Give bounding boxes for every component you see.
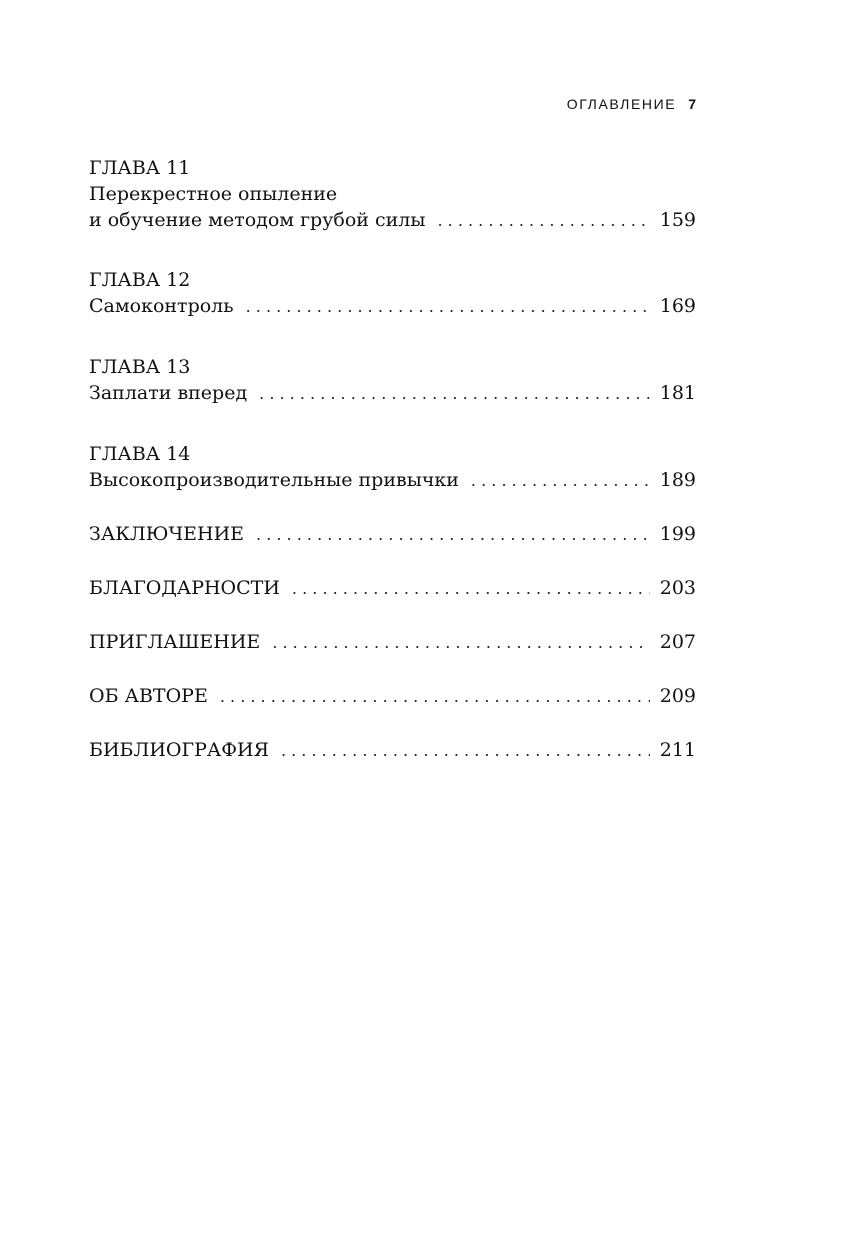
toc-entry-chapter-12[interactable]	[89, 267, 696, 319]
chapter-label: ГЛАВА 13	[89, 356, 191, 378]
chapter-label: ГЛАВА 12	[89, 269, 191, 291]
toc-page-number: 209	[659, 685, 696, 707]
toc-page-number: 181	[659, 382, 696, 404]
chapter-title: Заплати вперед	[89, 382, 248, 404]
toc-page-number: 203	[659, 577, 696, 599]
toc-entry-chapter-11[interactable]	[89, 155, 696, 233]
toc-page-number: 169	[659, 295, 696, 317]
dot-leader	[220, 684, 650, 710]
toc-row	[89, 575, 696, 601]
chapter-title: Самоконтроль	[89, 295, 234, 317]
section-title: БИБЛИОГРАФИЯ	[89, 739, 269, 761]
section-title: ЗАКЛЮЧЕНИЕ	[89, 523, 245, 545]
toc-entry-conclusion[interactable]	[89, 521, 696, 547]
chapter-title-line: Перекрестное опыление	[89, 183, 338, 205]
section-title: БЛАГОДАРНОСТИ	[89, 577, 280, 599]
toc-entry-chapter-13[interactable]	[89, 354, 696, 406]
running-head-title: ОГЛАВЛЕНИЕ	[566, 96, 677, 112]
toc-entry-bibliography[interactable]	[89, 737, 696, 763]
section-title: ПРИГЛАШЕНИЕ	[89, 631, 261, 653]
section-title: ОБ АВТОРЕ	[89, 685, 208, 707]
toc-page-number: 159	[659, 209, 696, 231]
dot-leader	[246, 294, 650, 320]
dot-leader	[471, 468, 650, 494]
chapter-label: ГЛАВА 14	[89, 443, 191, 465]
toc-entry-about-author[interactable]	[89, 683, 696, 709]
chapter-title: и обучение методом грубой силы	[89, 209, 426, 231]
toc-row	[89, 467, 696, 493]
dot-leader	[292, 576, 650, 602]
toc-row	[89, 521, 696, 547]
toc-row	[89, 737, 696, 763]
toc-page-number: 211	[659, 739, 696, 761]
toc-page-number: 207	[659, 631, 696, 653]
dot-leader	[256, 522, 650, 548]
table-of-contents	[89, 155, 696, 763]
dot-leader	[272, 630, 649, 656]
dot-leader	[437, 208, 649, 234]
page-number: 7	[688, 96, 696, 112]
toc-row	[89, 629, 696, 655]
toc-entry-chapter-14[interactable]	[89, 441, 696, 493]
toc-entry-acknowledgements[interactable]	[89, 575, 696, 601]
toc-page-number: 199	[659, 523, 696, 545]
toc-row	[89, 380, 696, 406]
running-head	[440, 96, 696, 112]
chapter-title: Высокопроизводительные привычки	[89, 469, 459, 491]
dot-leader	[281, 738, 650, 764]
toc-row	[89, 683, 696, 709]
chapter-label: ГЛАВА 11	[89, 157, 191, 179]
dot-leader	[259, 381, 650, 407]
toc-row	[89, 293, 696, 319]
toc-entry-invitation[interactable]	[89, 629, 696, 655]
toc-page-number: 189	[659, 469, 696, 491]
toc-row	[89, 207, 696, 233]
